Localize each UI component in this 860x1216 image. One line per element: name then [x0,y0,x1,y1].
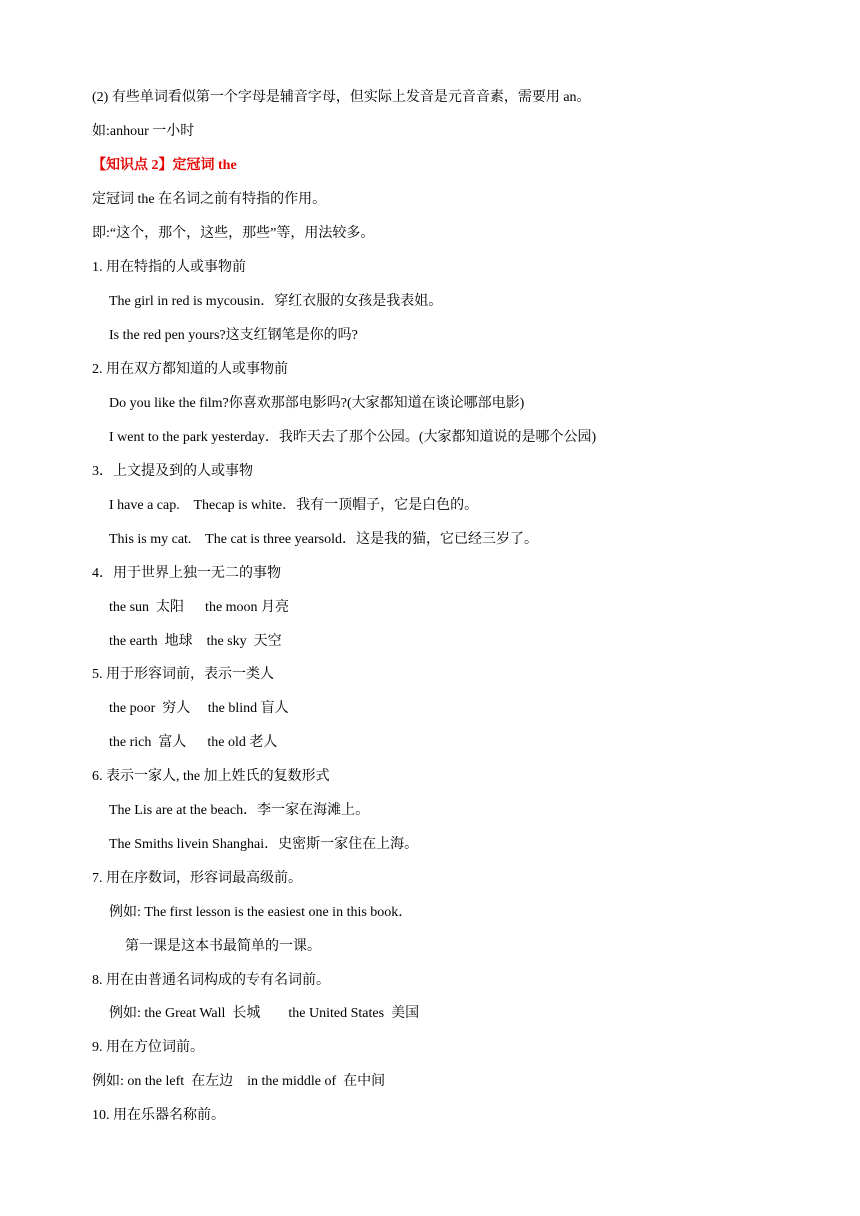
list-item-heading: 3．上文提及到的人或事物 [92,464,253,479]
example-line: 例如: on the left 在左边 in the middle of 在中间 [92,1074,386,1089]
example-translation: 第一课是这本书最简单的一课。 [125,939,321,954]
text-line: 即:“这个，那个，这些，那些”等，用法较多。 [92,226,375,241]
example-line: The girl in red is mycousin．穿红衣服的女孩是我表姐。 [109,294,443,309]
list-item-heading: 10. 用在乐器名称前。 [92,1108,225,1123]
example-line: I went to the park yesterday．我昨天去了那个公园。(大家都知道说的是哪个公园) [109,430,597,445]
example-line: The Smiths livein Shanghai．史密斯一家住在上海。 [109,837,419,852]
example-line: 例如: The first lesson is the easiest one in this book． [109,905,413,920]
list-item-heading: 4．用于世界上独一无二的事物 [92,566,281,581]
example-line: the earth 地球 the sky 天空 [109,634,282,649]
list-item-heading: 2. 用在双方都知道的人或事物前 [92,362,288,377]
example-line: the poor 穷人 the blind 盲人 [109,701,289,716]
list-item-heading: 5. 用于形容词前，表示一类人 [92,667,274,682]
list-item-heading: 7. 用在序数词，形容词最高级前。 [92,871,302,886]
example-line: This is my cat. The cat is three yearsold．这是我的猫，它已经三岁了。 [109,532,539,547]
text-line: 定冠词 the 在名词之前有特指的作用。 [92,192,327,207]
example-line: Do you like the film?你喜欢那部电影吗?(大家都知道在谈论哪部电影) [109,396,525,411]
example-line: the rich 富人 the old 老人 [109,735,278,750]
list-item-heading: 6. 表示一家人, the 加上姓氏的复数形式 [92,769,330,784]
list-item-heading: 1. 用在特指的人或事物前 [92,260,246,275]
list-item-heading: 9. 用在方位词前。 [92,1040,204,1055]
example-line: I have a cap. Thecap is white．我有一顶帽子，它是白色的。 [109,498,479,513]
example-line: Is the red pen yours?这支红钢笔是你的吗? [109,328,358,343]
text-line: 如:anhour 一小时 [92,124,195,139]
example-line: the sun 太阳 the moon 月亮 [109,600,290,615]
list-item-heading: 8. 用在由普通名词构成的专有名词前。 [92,973,330,988]
example-line: 例如: the Great Wall 长城 the United States 美国 [109,1006,420,1021]
example-line: The Lis are at the beach．李一家在海滩上。 [109,803,370,818]
text-line: (2) 有些单词看似第一个字母是辅音字母，但实际上发音是元音音素，需要用 an。 [92,90,591,105]
section-heading: 【知识点 2】定冠词 the [92,158,237,173]
